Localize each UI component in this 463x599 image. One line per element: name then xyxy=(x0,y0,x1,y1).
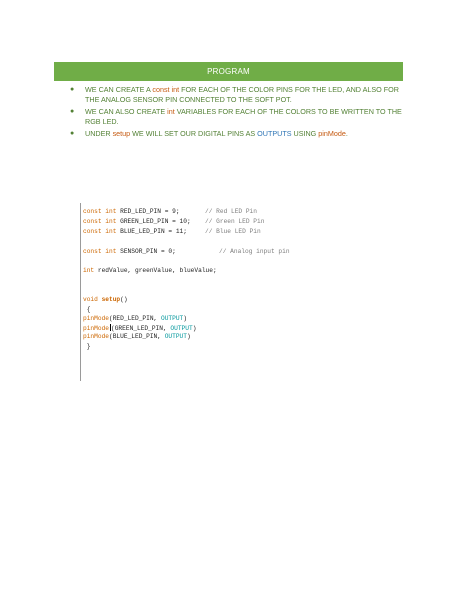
bullet-text: WE CAN CREATE A xyxy=(85,85,153,94)
code-line: const int GREEN_LED_PIN = 10; // Green LED Pin xyxy=(83,218,265,225)
bullet-text: FOR EACH OF THE COLOR PINS FOR THE LED, AND ALSO FOR THE ANALOG SENSOR PIN CONNECTED TO THE SOFT POT. xyxy=(85,85,399,105)
bullet-dot-icon: ● xyxy=(70,129,75,137)
bullet-keyword: int xyxy=(167,106,175,116)
bullet-text: USING xyxy=(291,128,319,138)
code-line: const int SENSOR_PIN = 0; // Analog input pin xyxy=(83,248,290,255)
bullet-item xyxy=(68,107,404,128)
code-line: const int BLUE_LED_PIN = 11; // Blue LED Pin xyxy=(83,228,261,235)
code-line: { xyxy=(83,306,91,313)
bullet-text: . xyxy=(345,128,348,138)
bullet-dot-icon: ● xyxy=(70,86,75,93)
bullet-item xyxy=(68,85,404,106)
bullet-keyword: setup xyxy=(112,128,131,138)
code-line: void setup() xyxy=(83,296,128,303)
bullet-keyword: const int xyxy=(152,85,180,94)
bullet-keyword: OUTPUTS xyxy=(257,128,292,138)
code-line: pinMode(BLUE_LED_PIN, OUTPUT) xyxy=(83,333,191,340)
code-line: } xyxy=(83,343,91,350)
code-line: int redValue, greenValue, blueValue; xyxy=(83,267,217,274)
bullet-item xyxy=(68,129,404,139)
bullet-keyword: pinMode xyxy=(318,128,346,138)
code-line: const int RED_LED_PIN = 9; // Red LED Pin xyxy=(83,208,257,215)
bullet-text: UNDER xyxy=(85,128,113,138)
code-line: pinMode (GREEN_LED_PIN, OUTPUT) xyxy=(83,325,197,332)
code-screenshot xyxy=(80,203,401,381)
bullet-text: VARIABLES FOR EACH OF THE COLORS TO BE WRITTEN TO THE RGB LED. xyxy=(85,106,402,127)
code-line: pinMode(RED_LED_PIN, OUTPUT) xyxy=(83,315,187,322)
bullet-dot-icon: ● xyxy=(70,107,75,115)
bullet-list xyxy=(68,85,404,140)
section-title: PROGRAM xyxy=(207,67,250,76)
bullet-text: WE CAN ALSO CREATE xyxy=(85,106,168,116)
section-header xyxy=(54,62,403,81)
bullet-text: WE WILL SET OUR DIGITAL PINS AS xyxy=(130,128,258,138)
